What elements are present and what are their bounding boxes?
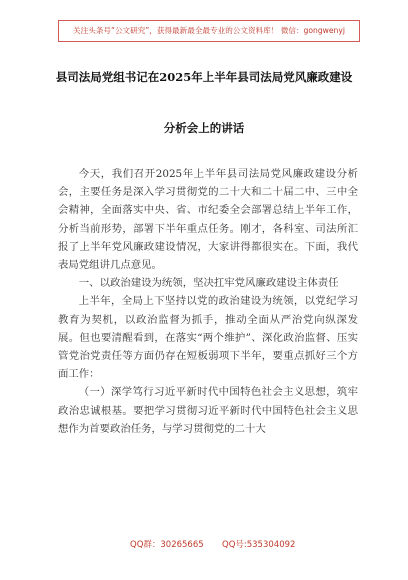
document-title-line-2: 分析会上的讲话 <box>163 121 245 135</box>
footer-qq-group: QQ群：30265665 <box>130 540 204 550</box>
body-paragraph: 今天，我们召开2025年上半年县司法局党风廉政建设分析会，主要任务是深入学习贯彻党的二十大和二十届二中、三中全会精神，全面落实中央、省、市纪委全会部署总结上半年工作，分析当前形势，部署下半年重点任务。刚才，各科室、司法所汇报了上半年党风廉政建设情况，大家讲得都很实在。下面，我代表局党组讲几点意见。 <box>58 168 358 272</box>
footer-qq-number: QQ号:535304092 <box>222 540 296 550</box>
body-paragraph: （一）深学笃行习近平新时代中国特色社会主义思想，筑牢政治忠诚根基。要把学习贯彻习近平新时代中国特色社会主义思想作为首要政治任务，与学习贯彻党的二十大 <box>58 386 358 435</box>
document-body <box>58 165 358 438</box>
section-heading: 一、以政治建设为统领，坚决扛牢党风廉政建设主体责任 <box>78 277 339 290</box>
body-paragraph: 上半年，全局上下坚持以党的政治建设为统领，以党纪学习教育为契机，以政治监督为抓手，推动全面从严治党向纵深发展。但也要清醒看到，在落实“两个维护”、深化政治监督、压实管党治党责任等方面仍存在短板弱项下半年，要重点抓好三个方面工作： <box>58 295 358 381</box>
header-banner: 关注头条号“公文研究”，获得最新最全最专业的公文资料库！ 微信：gongwenyj <box>58 20 360 42</box>
document-title-line-1: 县司法局党组书记在2025年上半年县司法局党风廉政建设 <box>55 70 353 84</box>
footer-contacts <box>0 538 408 552</box>
